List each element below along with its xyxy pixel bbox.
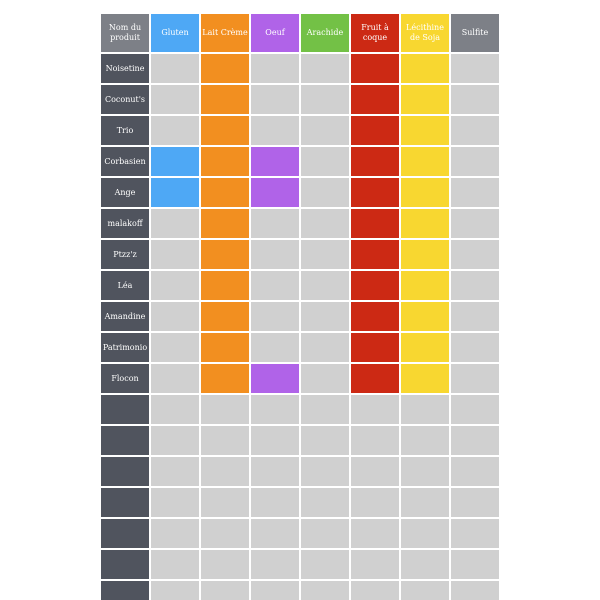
product-name-cell [101, 395, 149, 424]
header-product-name: Nom du produit [101, 14, 149, 52]
allergen-cell-soja [401, 581, 449, 600]
allergen-cell-oeuf [251, 488, 299, 517]
table-row [101, 364, 499, 393]
allergen-cell-fruit [351, 488, 399, 517]
product-name-cell: Ange [101, 178, 149, 207]
allergen-cell-gluten [151, 364, 199, 393]
allergen-cell-oeuf [251, 209, 299, 238]
product-name-cell: Corbasien [101, 147, 149, 176]
allergen-cell-oeuf [251, 240, 299, 269]
allergen-cell-lait [201, 240, 249, 269]
header-gluten: Gluten [151, 14, 199, 52]
header-lecithine-de-soja: Lécithine de Soja [401, 14, 449, 52]
allergen-cell-soja [401, 209, 449, 238]
allergen-cell-arachide [301, 271, 349, 300]
allergen-cell-oeuf [251, 333, 299, 362]
allergen-cell-fruit [351, 240, 399, 269]
allergen-cell-soja [401, 488, 449, 517]
table-row [101, 271, 499, 300]
allergen-cell-gluten [151, 519, 199, 548]
allergen-cell-sulfite [451, 85, 499, 114]
allergen-cell-arachide [301, 488, 349, 517]
allergen-cell-soja [401, 116, 449, 145]
table-row [101, 426, 499, 455]
allergen-cell-lait [201, 302, 249, 331]
allergen-cell-oeuf [251, 85, 299, 114]
allergen-cell-gluten [151, 271, 199, 300]
allergen-cell-soja [401, 457, 449, 486]
allergen-cell-oeuf [251, 426, 299, 455]
allergen-cell-soja [401, 426, 449, 455]
allergen-cell-lait [201, 85, 249, 114]
header-arachide: Arachide [301, 14, 349, 52]
allergen-cell-oeuf [251, 581, 299, 600]
allergen-cell-sulfite [451, 550, 499, 579]
allergen-cell-arachide [301, 395, 349, 424]
allergen-cell-sulfite [451, 116, 499, 145]
allergen-cell-soja [401, 395, 449, 424]
table-row [101, 85, 499, 114]
product-name-cell [101, 426, 149, 455]
product-name-cell: Trio [101, 116, 149, 145]
allergen-grid [99, 12, 501, 600]
allergen-cell-fruit [351, 271, 399, 300]
allergen-cell-gluten [151, 178, 199, 207]
header-row [101, 14, 499, 52]
table-row [101, 395, 499, 424]
allergen-cell-fruit [351, 395, 399, 424]
allergen-cell-gluten [151, 550, 199, 579]
allergen-cell-fruit [351, 209, 399, 238]
allergen-cell-sulfite [451, 333, 499, 362]
allergen-cell-fruit [351, 85, 399, 114]
allergen-cell-arachide [301, 116, 349, 145]
allergen-cell-lait [201, 54, 249, 83]
allergen-cell-soja [401, 147, 449, 176]
product-name-cell: Coconut's [101, 85, 149, 114]
product-name-cell: Noisetine [101, 54, 149, 83]
allergen-cell-lait [201, 457, 249, 486]
allergen-cell-arachide [301, 333, 349, 362]
table-row [101, 581, 499, 600]
allergen-cell-sulfite [451, 178, 499, 207]
table-body [101, 54, 499, 600]
allergen-cell-sulfite [451, 54, 499, 83]
allergen-cell-sulfite [451, 209, 499, 238]
header-lait-creme: Lait Crème [201, 14, 249, 52]
product-name-cell [101, 519, 149, 548]
allergen-cell-lait [201, 178, 249, 207]
header-fruit-a-coque: Fruit à coque [351, 14, 399, 52]
allergen-cell-soja [401, 178, 449, 207]
table-row [101, 178, 499, 207]
allergen-cell-oeuf [251, 395, 299, 424]
allergen-cell-gluten [151, 426, 199, 455]
allergen-cell-sulfite [451, 240, 499, 269]
allergen-cell-arachide [301, 457, 349, 486]
allergen-cell-fruit [351, 54, 399, 83]
allergen-cell-soja [401, 302, 449, 331]
allergen-cell-arachide [301, 54, 349, 83]
allergen-cell-fruit [351, 364, 399, 393]
allergen-cell-arachide [301, 519, 349, 548]
allergen-cell-sulfite [451, 364, 499, 393]
allergen-cell-oeuf [251, 147, 299, 176]
allergen-cell-oeuf [251, 519, 299, 548]
allergen-cell-sulfite [451, 395, 499, 424]
allergen-cell-lait [201, 333, 249, 362]
allergen-cell-oeuf [251, 364, 299, 393]
allergen-cell-gluten [151, 209, 199, 238]
allergen-cell-soja [401, 54, 449, 83]
product-name-cell: Patrimonio [101, 333, 149, 362]
table-row [101, 302, 499, 331]
allergen-cell-lait [201, 147, 249, 176]
allergen-cell-gluten [151, 240, 199, 269]
product-name-cell: Flocon [101, 364, 149, 393]
allergen-cell-soja [401, 550, 449, 579]
allergen-cell-gluten [151, 85, 199, 114]
allergen-cell-fruit [351, 333, 399, 362]
allergen-cell-fruit [351, 178, 399, 207]
table-row [101, 116, 499, 145]
allergen-cell-oeuf [251, 271, 299, 300]
product-name-cell [101, 488, 149, 517]
allergen-cell-lait [201, 395, 249, 424]
allergen-cell-arachide [301, 550, 349, 579]
allergen-cell-oeuf [251, 116, 299, 145]
allergen-cell-gluten [151, 395, 199, 424]
allergen-cell-soja [401, 519, 449, 548]
allergen-cell-arachide [301, 426, 349, 455]
allergen-cell-gluten [151, 581, 199, 600]
allergen-cell-fruit [351, 457, 399, 486]
table-row [101, 54, 499, 83]
allergen-cell-sulfite [451, 457, 499, 486]
allergen-cell-oeuf [251, 178, 299, 207]
table-row [101, 457, 499, 486]
table-row [101, 550, 499, 579]
allergen-cell-lait [201, 426, 249, 455]
allergen-cell-oeuf [251, 302, 299, 331]
allergen-cell-sulfite [451, 519, 499, 548]
table-row [101, 209, 499, 238]
allergen-cell-gluten [151, 147, 199, 176]
allergen-cell-gluten [151, 488, 199, 517]
table-row [101, 333, 499, 362]
allergen-cell-lait [201, 550, 249, 579]
allergen-cell-fruit [351, 519, 399, 548]
table-row [101, 240, 499, 269]
allergen-cell-arachide [301, 302, 349, 331]
allergen-cell-lait [201, 209, 249, 238]
table-row [101, 519, 499, 548]
product-name-cell: Léa [101, 271, 149, 300]
table-row [101, 147, 499, 176]
allergen-cell-sulfite [451, 271, 499, 300]
header-sulfite: Sulfite [451, 14, 499, 52]
allergen-cell-lait [201, 519, 249, 548]
allergen-cell-arachide [301, 240, 349, 269]
header-oeuf: Oeuf [251, 14, 299, 52]
allergen-cell-arachide [301, 364, 349, 393]
allergen-cell-soja [401, 240, 449, 269]
allergen-cell-soja [401, 364, 449, 393]
allergen-cell-arachide [301, 581, 349, 600]
allergen-cell-oeuf [251, 457, 299, 486]
allergen-cell-lait [201, 581, 249, 600]
allergen-cell-arachide [301, 209, 349, 238]
allergen-cell-soja [401, 333, 449, 362]
allergen-cell-sulfite [451, 147, 499, 176]
allergen-cell-oeuf [251, 54, 299, 83]
allergen-cell-sulfite [451, 581, 499, 600]
product-name-cell: Amandine [101, 302, 149, 331]
allergen-cell-lait [201, 488, 249, 517]
table-row [101, 488, 499, 517]
allergen-cell-gluten [151, 333, 199, 362]
allergen-cell-soja [401, 271, 449, 300]
allergen-cell-gluten [151, 54, 199, 83]
allergen-cell-fruit [351, 426, 399, 455]
allergen-cell-fruit [351, 550, 399, 579]
product-name-cell [101, 550, 149, 579]
allergen-cell-fruit [351, 302, 399, 331]
allergen-cell-sulfite [451, 302, 499, 331]
allergen-cell-lait [201, 364, 249, 393]
allergen-cell-arachide [301, 147, 349, 176]
product-name-cell [101, 457, 149, 486]
allergen-cell-gluten [151, 116, 199, 145]
allergen-cell-fruit [351, 116, 399, 145]
allergen-cell-lait [201, 116, 249, 145]
allergen-cell-gluten [151, 457, 199, 486]
product-name-cell: malakoff [101, 209, 149, 238]
allergen-cell-arachide [301, 85, 349, 114]
allergen-cell-sulfite [451, 488, 499, 517]
allergen-cell-fruit [351, 581, 399, 600]
allergen-cell-lait [201, 271, 249, 300]
allergen-cell-sulfite [451, 426, 499, 455]
allergen-cell-soja [401, 85, 449, 114]
product-name-cell [101, 581, 149, 600]
product-name-cell: Ptzz'z [101, 240, 149, 269]
allergen-cell-arachide [301, 178, 349, 207]
allergen-cell-gluten [151, 302, 199, 331]
allergen-table [99, 12, 501, 600]
allergen-cell-oeuf [251, 550, 299, 579]
allergen-cell-fruit [351, 147, 399, 176]
